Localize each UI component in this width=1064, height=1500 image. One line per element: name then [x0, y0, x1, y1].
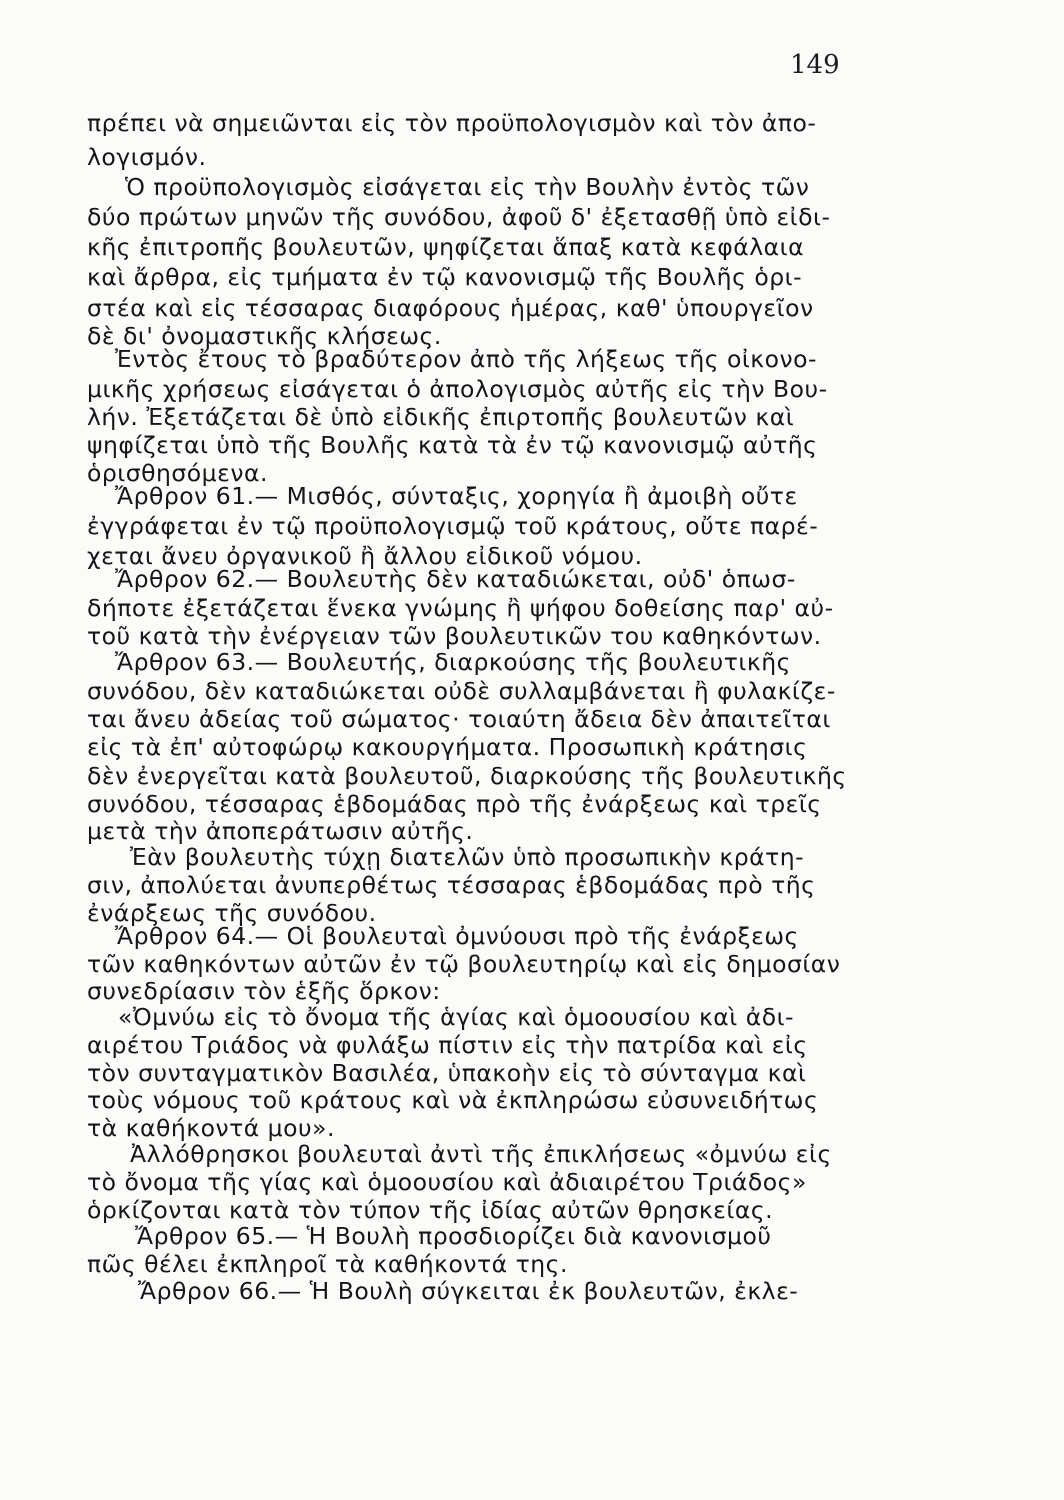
text-line: Ἄρθρον 62.— Βουλευτὴς δὲν καταδιώκεται, οὐδ' ὁπωσ- — [115, 565, 796, 593]
text-line: ται ἄνευ ἀδείας τοῦ σώματος· τοιαύτη ἄδεια δὲν ἀπαιτεῖται — [87, 705, 831, 733]
text-line: μετὰ τὴν ἀποπεράτωσιν αὐτῆς. — [87, 817, 474, 845]
text-line: Ἄρθρον 61.— Μισθός, σύνταξις, χορηγία ἢ ἀμοιβὴ οὔτε — [115, 482, 798, 510]
text-line: Ἄρθρον 63.— Βουλευτής, διαρκούσης τῆς βουλευτικῆς — [115, 648, 791, 676]
text-line: Ἀλλόθρησκοι βουλευταὶ ἀντὶ τῆς ἐπικλήσεως «ὀμνύω εἰς — [130, 1140, 832, 1168]
text-line: Ἄρθρον 66.— Ἡ Βουλὴ σύγκειται ἐκ βουλευτῶν, ἐκλε- — [138, 1277, 799, 1305]
text-line: τὰ καθήκοντά μου». — [87, 1114, 335, 1142]
text-line: πῶς θέλει ἐκπληροῖ τὰ καθήκοντά της. — [87, 1250, 568, 1278]
text-line: συνεδρίασιν τὸν ἑξῆς ὅρκον: — [87, 977, 441, 1005]
text-line: πρέπει νὰ σημειῶνται εἰς τὸν προϋπολογισμὸν καὶ τὸν ἀπο- — [87, 109, 817, 137]
text-line: εἰς τὰ ἐπ' αὐτοφώρῳ κακουργήματα. Προσωπικὴ κράτησις — [87, 733, 808, 761]
text-line: τοῦ κατὰ τὴν ἐνέργειαν τῶν βουλευτικῶν του καθηκόντων. — [87, 622, 822, 650]
text-line: σιν, ἀπολύεται ἀνυπερθέτως τέσσαρας ἑβδομάδας πρὸ τῆς — [87, 871, 816, 899]
text-line: λήν. Ἐξετάζεται δὲ ὑπὸ εἰδικῆς ἐπιρτοπῆς βουλευτῶν καὶ — [87, 403, 795, 431]
text-line: Ἐὰν βουλευτὴς τύχῃ διατελῶν ὑπὸ προσωπικὴν κράτη- — [130, 843, 805, 871]
text-line: συνόδου, δὲν καταδιώκεται οὐδὲ συλλαμβάνεται ἢ φυλακίζε- — [87, 677, 836, 705]
page-number: 149 — [790, 50, 840, 80]
text-line: μικῆς χρήσεως εἰσάγεται ὁ ἀπολογισμὸς αὐτῆς εἰς τὴν Βου- — [87, 375, 828, 403]
text-line: Ἄρθρον 64.— Οἱ βουλευταὶ ὀμνύουσι πρὸ τῆς ἐνάρξεως — [115, 922, 799, 950]
text-line: ψηφίζεται ὑπὸ τῆς Βουλῆς κατὰ τὰ ἐν τῷ κανονισμῷ αὐτῆς — [87, 431, 818, 459]
text-line: λογισμόν. — [87, 143, 207, 171]
text-line: ἐγγράφεται ἐν τῷ προϋπολογισμῷ τοῦ κράτους, οὔτε παρέ- — [87, 512, 819, 540]
text-line: δὲ δι' ὀνομαστικῆς κλήσεως. — [87, 322, 442, 350]
text-line: τῶν καθηκόντων αὐτῶν ἐν τῷ βουλευτηρίῳ καὶ εἰς δημοσίαν — [87, 950, 841, 978]
text-line: «Ὀμνύω εἰς τὸ ὄνομα τῆς ἁγίας καὶ ὁμοουσίου καὶ ἀδι- — [118, 1003, 795, 1031]
text-line: τοὺς νόμους τοῦ κράτους καὶ νὰ ἐκπληρώσω εὐσυνειδήτως — [87, 1086, 819, 1114]
text-line: κῆς ἐπιτροπῆς βουλευτῶν, ψηφίζεται ἅπαξ κατὰ κεφάλαια — [87, 233, 805, 261]
text-line: Ἐντὸς ἔτους τὸ βραδύτερον ἀπὸ τῆς λήξεως τῆς οἰκονο- — [115, 345, 818, 373]
text-line: δήποτε ἐξετάζεται ἕνεκα γνώμης ἢ ψήφου δοθείσης παρ' αὐ- — [87, 594, 834, 622]
text-line: ὁρισθησόμενα. — [87, 459, 268, 487]
text-line: δύο πρώτων μηνῶν τῆς συνόδου, ἀφοῦ δ' ἐξετασθῇ ὑπὸ εἰδι- — [87, 203, 831, 231]
text-line: τὸ ὄνομα τῆς γίας καὶ ὁμοουσίου καὶ ἀδιαιρέτου Τριάδος» — [87, 1168, 807, 1196]
text-line: στέα καὶ εἰς τέσσαρας διαφόρους ἡμέρας, καθ' ὑπουργεῖον — [87, 294, 814, 322]
text-line: ἐνάρξεως τῆς συνόδου. — [87, 899, 377, 927]
text-line: Ὁ προϋπολογισμὸς εἰσάγεται εἰς τὴν Βουλὴν ἐντὸς τῶν — [125, 173, 810, 201]
text-line: συνόδου, τέσσαρας ἑβδομάδας πρὸ τῆς ἐνάρξεως καὶ τρεῖς — [87, 790, 822, 818]
text-line: δὲν ἐνεργεῖται κατὰ βουλευτοῦ, διαρκούσης τῆς βουλευτικῆς — [87, 762, 847, 790]
text-line: αιρέτου Τριάδος νὰ φυλάξω πίστιν εἰς τὴν πατρίδα καὶ εἰς — [87, 1031, 808, 1059]
text-line: καὶ ἄρθρα, εἰς τμήματα ἐν τῷ κανονισμῷ τῆς Βουλῆς ὁρι- — [87, 263, 803, 291]
text-line: Ἄρθρον 65.— Ἡ Βουλὴ προσδιορίζει διὰ κανονισμοῦ — [135, 1222, 772, 1250]
text-line: ὁρκίζονται κατὰ τὸν τύπον τῆς ἰδίας αὐτῶν θρησκείας. — [87, 1196, 774, 1224]
text-line: τὸν συνταγματικὸν Βασιλέα, ὑπακοὴν εἰς τὸ σύνταγμα καὶ — [87, 1059, 807, 1087]
text-line: χεται ἄνευ ὀργανικοῦ ἢ ἄλλου εἰδικοῦ νόμου. — [87, 542, 643, 570]
